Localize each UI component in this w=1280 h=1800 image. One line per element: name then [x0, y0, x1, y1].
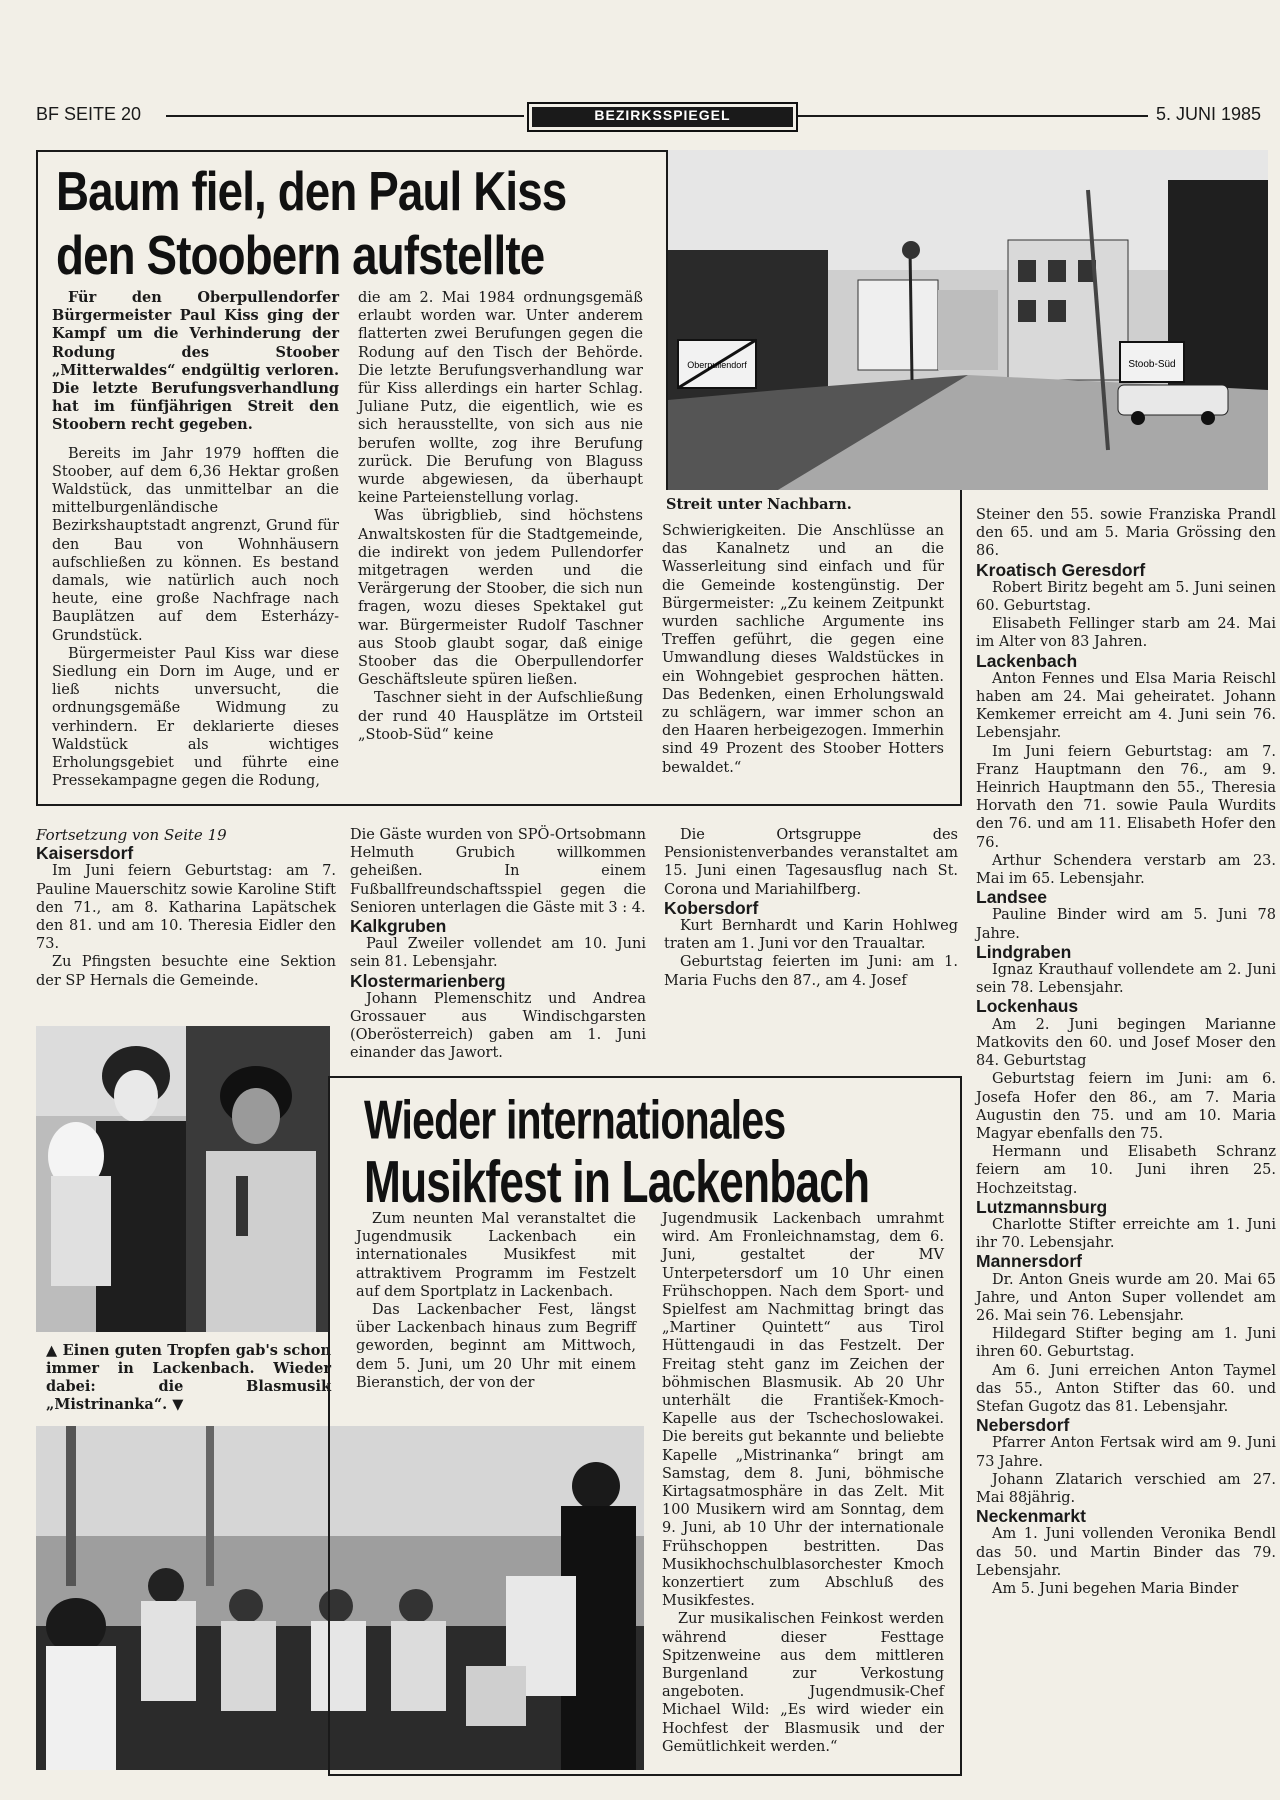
article-stoob-headline-2: den Stoobern aufstellte	[56, 225, 545, 287]
section-heading-landsee: Landsee	[976, 887, 1047, 908]
section-masthead	[527, 102, 798, 132]
article-stoob-photo	[668, 150, 1268, 490]
article-stoob-paragraph: Schwierigkeiten. Die Anschlüsse an das Kanalnetz und an die Wasserleitung sind einfach und für die Gemeinde kostengünstig. Der Bürgermeister: „Zu keinem Zeitpunkt wurden sachliche Argumente ins Treffen geführt, die gegen eine Umwandlung dieses Waldstückes in ein Wohngebiet gesprochen hätten. Das Bedenken, einen Erholungswald zu schlägern, war immer schon an den Haaren herbeigezogen. Immerhin sind 49 Prozent des Stoober Hotters bewaldet.“	[662, 523, 944, 776]
section-heading-lockenhaus: Lockenhaus	[976, 996, 1079, 1017]
article-musikfest-paragraph: Das Lackenbacher Fest, längst über Lackenbach hinaus zum Begriff geworden, beginnt am Mittwoch, dem 5. Juni, um 20 Uhr mit einem Bieranstich, der von der	[356, 1302, 636, 1391]
local-news-item: Arthur Schendera verstarb am 23. Mai im 65. Lebensjahr.	[976, 852, 1276, 888]
local-news-item: Steiner den 55. sowie Franziska Prandl den 65. und am 5. Maria Grössing den 86.	[976, 507, 1276, 560]
local-news-column-2	[350, 826, 646, 1063]
local-news-item: Am 5. Juni begehen Maria Binder	[992, 1580, 1239, 1597]
local-news-item: Pfarrer Anton Fertsak wird am 9. Juni 73 Jahre.	[976, 1435, 1276, 1470]
issue-date: 5. JUNI 1985	[1156, 104, 1262, 124]
local-news-item: Johann Zlatarich verschied am 27. Mai 88jährig.	[976, 1471, 1276, 1506]
local-news-item: Kurt Bernhardt und Karin Hohlweg traten am 1. Juni vor den Traualtar.	[664, 918, 958, 953]
local-news-column-1	[36, 826, 336, 990]
local-news-item: Paul Zweiler vollendet am 10. Juni sein 81. Lebensjahr.	[350, 936, 646, 971]
street-scene-image	[668, 150, 1268, 490]
article-stoob-paragraph: Bereits im Jahr 1979 hofften die Stoober, auf dem 6,36 Hektar großen Waldstück, das unmittelbar an die mittelburgenländische Bezirkshauptstadt angrenzt, Grund für den Bau von Wohnhäusern aufschließen zu können. Es bestand damals, wie natürlich auch noch heute, eine große Nachfrage nach Bauplätzen auf dem Esterházy-Grundstück.	[52, 445, 339, 644]
article-musikfest-headline-1: Wieder internationales	[364, 1089, 786, 1151]
section-heading-kalkgruben: Kalkgruben	[350, 916, 447, 937]
local-news-item: Anton Fennes und Elsa Maria Reischl haben am 24. Mai geheiratet. Johann Kemkemer erreicht am 4. Juni sein 76. Lebensjahr.	[976, 670, 1276, 742]
musikfest-photo-women	[36, 1026, 330, 1332]
local-news-item: Geburtstag feiern im Juni: am 6. Josefa Hofer den 86., am 7. Maria Augustin den 75. und am 10. Maria Magyar ebenfalls den 75.	[976, 1071, 1276, 1142]
article-musikfest-column-2	[662, 1210, 944, 1756]
local-news-item: Am 1. Juni vollenden Veronika Bendl das 50. und Martin Binder das 79. Lebensjahr.	[976, 1526, 1276, 1579]
local-news-item: Zu Pfingsten besuchte eine Sektion der SP Hernals die Gemeinde.	[36, 954, 336, 989]
article-stoob-headline-1: Baum fiel, den Paul Kiss	[56, 161, 567, 223]
section-heading-lackenbach: Lackenbach	[976, 650, 1078, 671]
section-heading-nebersdorf: Nebersdorf	[976, 1415, 1070, 1436]
header-rule-right	[798, 115, 1148, 117]
article-stoob-paragraph: Bürgermeister Paul Kiss war diese Siedlung ein Dorn im Auge, und er ließ nichts unversucht, die ordnungsgemäße Widmung zu verhindern. Er deklarierte dieses Waldstück als wichtiges Erholungsgebiet und führte eine Pressekampagne gegen die Rodung,	[52, 645, 339, 790]
sign-stoob-sued: Stoob-Süd	[1128, 359, 1176, 370]
article-stoob-photo-caption: Streit unter Nachbarn.	[666, 496, 852, 513]
local-news-right-column	[976, 506, 1276, 1598]
page-number: BF SEITE 20	[36, 104, 142, 124]
musikfest-photo-caption: ▲ Einen guten Tropfen gab's schon immer in Lackenbach. Wieder dabei: die Blasmusik „Mistrinanka“. ▼	[46, 1342, 331, 1413]
article-musikfest-column-1	[356, 1210, 636, 1392]
section-heading-mannersdorf: Mannersdorf	[976, 1251, 1082, 1272]
article-musikfest-paragraph: Zur musikalischen Feinkost werden während dieser Festtage Spitzenweine aus dem mittleren Burgenland zur Verkostung angeboten. Jugendmusik-Chef Michael Wild: „Es wird wieder ein Hochfest der Blasmusik und der Gemütlichkeit werden.“	[662, 1611, 944, 1755]
local-news-item: Im Juni feiern Geburtstag: am 7. Pauline Mauerschitz sowie Karoline Stift den 71., am 8. Katharina Lapätschek den 81. und am 10. Theresia Eidler den 73.	[36, 863, 336, 953]
local-news-item: Elisabeth Fellinger starb am 24. Mai im Alter von 83 Jahren.	[976, 616, 1276, 651]
section-heading-neckenmarkt: Neckenmarkt	[976, 1506, 1086, 1527]
local-news-item: Die Ortsgruppe des Pensionistenverbandes veranstaltet am 15. Juni einen Tagesausflug nach St. Corona und Mariahilfberg.	[664, 827, 958, 898]
local-news-item: Dr. Anton Gneis wurde am 20. Mai 65 Jahre, und Anton Super vollendet am 26. Mai sein 76. Lebensjahr.	[976, 1271, 1276, 1324]
article-stoob-paragraph: Was übrigblieb, sind höchstens Anwaltskosten für die Stadtgemeinde, die indirekt von jedem Pullendorfer mitgetragen werden und die Verärgerung der Stoober, die sich nun fragen, wozu dieses Spektakel gut war. Bürgermeister Rudolf Taschner aus Stoob glaubt sogar, daß einige Stoober das die Oberpullendorfer Geschäftsleute spüren ließen.	[358, 508, 643, 689]
local-news-item: Hermann und Elisabeth Schranz feiern am 10. Juni ihren 25. Hochzeitstag.	[976, 1144, 1276, 1197]
section-heading-kobersdorf: Kobersdorf	[664, 897, 759, 918]
article-stoob-lead: Für den Oberpullendorfer Bürgermeister Paul Kiss ging der Kampf um die Verhinderung der Rodung des Stoober „Mitterwaldes“ endgültig verloren. Die letzte Berufungsverhandlung hat im fünfjährigen Streit den Stoobern recht gegeben.	[52, 289, 339, 434]
women-with-wine-image	[36, 1026, 330, 1332]
local-news-item: Pauline Binder wird am 5. Juni 78 Jahre.	[976, 907, 1276, 942]
local-news-item: Charlotte Stifter erreichte am 1. Juni ihr 70. Lebensjahr.	[976, 1216, 1276, 1252]
section-heading-kaisersdorf: Kaisersdorf	[36, 843, 134, 864]
local-news-item: Hildegard Stifter beging am 1. Juni ihren 60. Geburtstag.	[976, 1326, 1276, 1361]
article-stoob-paragraph: Taschner sieht in der Aufschließung der rund 40 Hausplätze im Ortsteil „Stoob-Süd“ keine	[358, 690, 643, 743]
local-news-item: Johann Plemenschitz und Andrea Grossauer aus Windischgarsten (Oberösterreich) gaben am 1. Juni einander das Jawort.	[350, 990, 646, 1062]
local-news-item: Geburtstag feierten im Juni: am 1. Maria Fuchs den 87., am 4. Josef	[664, 954, 958, 989]
local-news-item: Robert Biritz begeht am 5. Juni seinen 60. Geburtstag.	[976, 579, 1276, 615]
article-stoob-column-1	[52, 289, 339, 790]
article-stoob-paragraph: die am 2. Mai 1984 ordnungsgemäß erlaubt worden war. Unter anderem flatterten zwei Berufungen gegen die Rodung auf den Tisch der Behörde. Die letzte Berufungsverhandlung war für Kiss allerdings ein harter Schlag. Juliane Putz, die eigentlich, wie es sich herausstellte, von sich aus nie berufen wollte, zog ihre Berufung zurück. Die Berufung von Blaguss wurde abgewiesen, da überhaupt keine Parteienstellung vorlag.	[358, 290, 643, 507]
local-news-item: Die Gäste wurden von SPÖ-Ortsobmann Helmuth Grubich willkommen geheißen. In einem Fußballfreundschaftsspiel gegen die Senioren unterlagen die Gäste mit 3 : 4.	[350, 827, 646, 916]
article-musikfest-headline-2: Musikfest in Lackenbach	[364, 1149, 870, 1216]
local-news-item: Am 2. Juni begingen Marianne Matkovits den 60. und Josef Moser den 84. Geburtstag	[976, 1016, 1276, 1070]
article-stoob-column-3	[662, 522, 944, 777]
section-heading-lutzmannsburg: Lutzmannsburg	[976, 1196, 1108, 1217]
article-musikfest-paragraph: Jugendmusik Lackenbach umrahmt wird. Am Fronleichnamstag, dem 6. Juni, gestaltet der MV Unterpetersdorf um 10 Uhr einen Frühschoppen. Nach dem Sport- und Spielfest am Nachmittag bringt das „Martiner Quintett“ aus Tirol Hüttengaudi in das Festzelt. Der Freitag steht ganz im Zeichen der böhmischen Blasmusik. Ab 20 Uhr unterhält die František-Kmoch-Kapelle aus der Tschechoslowakei. Die bereits gut bekannte und beliebte Kapelle „Mistrinanka“ bringt am Samstag, dem 8. Juni, böhmische Kirtagsatmosphäre in das Zelt. Mit 100 Musikern wird am Sonntag, dem 9. Juni, ab 10 Uhr der internationale Frühschoppen bestritten. Das Musikhochschulblasorchester Kmoch konzertiert zum Abschluß des Musikfestes.	[662, 1211, 944, 1610]
article-stoob-column-2	[358, 289, 643, 744]
section-heading-klostermarienberg: Klostermarienberg	[350, 970, 506, 991]
header-rule-left	[166, 115, 524, 117]
continuation-note: Fortsetzung von Seite 19	[36, 826, 227, 844]
article-musikfest-paragraph: Zum neunten Mal veranstaltet die Jugendmusik Lackenbach ein internationales Musikfest mit attraktivem Programm im Festzelt auf dem Sportplatz in Lackenbach.	[356, 1211, 636, 1300]
section-title: BEZIRKSSPIEGEL	[533, 108, 792, 122]
local-news-column-3	[664, 826, 958, 990]
local-news-item: Am 6. Juni erreichen Anton Taymel das 55., Anton Stifter das 60. und Stefan Gugotz das 81. Lebensjahr.	[976, 1362, 1276, 1415]
local-news-item: Im Juni feiern Geburtstag: am 7. Franz Hauptmann den 76., am 9. Heinrich Hauptmann den 55., Theresia Horvath den 71. sowie Paula Wurdits den 76. und am 11. Elisabeth Hofer den 76.	[976, 743, 1276, 851]
local-news-item: Ignaz Krauthauf vollendete am 2. Juni sein 78. Lebensjahr.	[976, 962, 1276, 997]
sign-oberpullendorf: Oberpullendorf	[687, 360, 747, 370]
section-heading-lindgraben: Lindgraben	[976, 941, 1072, 962]
section-heading-kroatisch-geresdorf: Kroatisch Geresdorf	[976, 559, 1146, 580]
